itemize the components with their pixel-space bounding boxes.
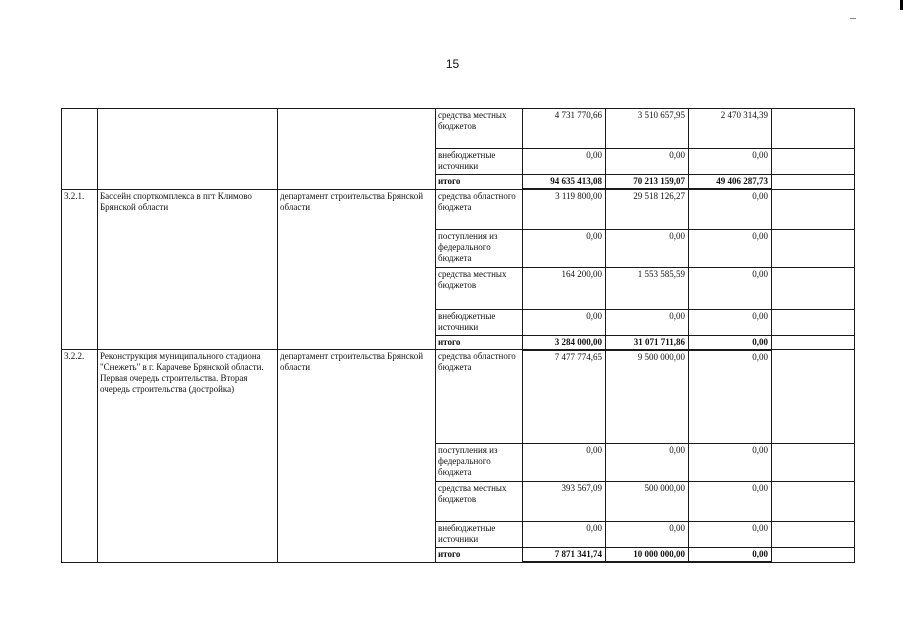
item-code-cell: 3.2.1. — [62, 189, 98, 350]
amount-cell: 0,00 — [689, 229, 772, 267]
amount-cell: 3 119 800,00 — [523, 189, 606, 229]
amount-cell: 29 518 126,27 — [606, 189, 689, 229]
total-amount-cell: 70 213 159,07 — [606, 175, 689, 190]
funding-source-cell: средства местных бюджетов — [436, 109, 523, 149]
empty-cell — [772, 444, 855, 482]
amount-cell: 0,00 — [523, 522, 606, 548]
funding-source-cell: средства областного бюджета — [436, 189, 523, 229]
amount-cell: 9 500 000,00 — [606, 350, 689, 444]
empty-cell — [772, 149, 855, 175]
funding-source-cell: итого — [436, 335, 523, 350]
empty-cell — [772, 548, 855, 563]
funding-source-cell: внебюджетные источники — [436, 309, 523, 335]
amount-cell: 0,00 — [606, 229, 689, 267]
item-code-cell — [62, 109, 98, 190]
amount-cell: 0,00 — [689, 522, 772, 548]
funding-source-cell: средства местных бюджетов — [436, 267, 523, 309]
scan-speck — [850, 18, 856, 19]
amount-cell: 0,00 — [689, 267, 772, 309]
funding-source-cell: итого — [436, 548, 523, 563]
amount-cell: 0,00 — [606, 522, 689, 548]
empty-cell — [772, 267, 855, 309]
empty-cell — [772, 522, 855, 548]
empty-cell — [772, 175, 855, 190]
empty-cell — [772, 482, 855, 522]
item-name-cell: Реконструкция муниципального стадиона "Снежеть" в г. Карачеве Брянской области. Первая очередь строительства. Вторая очередь строительства (достройка) — [98, 350, 278, 563]
table-row — [62, 350, 855, 444]
total-amount-cell: 0,00 — [689, 335, 772, 350]
amount-cell: 0,00 — [523, 229, 606, 267]
amount-cell: 0,00 — [523, 444, 606, 482]
funding-source-cell: поступления из федерального бюджета — [436, 444, 523, 482]
amount-cell: 0,00 — [606, 309, 689, 335]
funding-source-cell: итого — [436, 175, 523, 190]
funding-source-cell: средства областного бюджета — [436, 350, 523, 444]
funding-source-cell: поступления из федерального бюджета — [436, 229, 523, 267]
amount-cell: 0,00 — [606, 149, 689, 175]
item-name-cell — [98, 109, 278, 190]
total-amount-cell: 10 000 000,00 — [606, 548, 689, 563]
empty-cell — [772, 309, 855, 335]
empty-cell — [772, 350, 855, 444]
scan-edge-mark — [900, 0, 903, 10]
amount-cell: 0,00 — [689, 149, 772, 175]
executor-cell: департамент строительства Брянской области — [278, 189, 436, 350]
empty-cell — [772, 189, 855, 229]
total-amount-cell: 0,00 — [689, 548, 772, 563]
empty-cell — [772, 109, 855, 149]
amount-cell: 0,00 — [689, 482, 772, 522]
total-amount-cell: 31 071 711,86 — [606, 335, 689, 350]
total-amount-cell: 49 406 287,73 — [689, 175, 772, 190]
executor-cell: департамент строительства Брянской области — [278, 350, 436, 563]
item-name-cell: Бассейн спорткомплекса в пгт Климово Брянской области — [98, 189, 278, 350]
funding-source-cell: средства местных бюджетов — [436, 482, 523, 522]
amount-cell: 0,00 — [689, 350, 772, 444]
total-amount-cell: 94 635 413,08 — [523, 175, 606, 190]
total-amount-cell: 3 284 000,00 — [523, 335, 606, 350]
amount-cell: 0,00 — [523, 149, 606, 175]
amount-cell: 1 553 585,59 — [606, 267, 689, 309]
amount-cell: 4 731 770,66 — [523, 109, 606, 149]
executor-cell — [278, 109, 436, 190]
amount-cell: 2 470 314,39 — [689, 109, 772, 149]
budget-table — [61, 108, 855, 563]
amount-cell: 3 510 657,95 — [606, 109, 689, 149]
amount-cell: 500 000,00 — [606, 482, 689, 522]
funding-source-cell: внебюджетные источники — [436, 149, 523, 175]
table-row — [62, 109, 855, 149]
amount-cell: 0,00 — [689, 189, 772, 229]
amount-cell: 0,00 — [689, 309, 772, 335]
table-row — [62, 189, 855, 229]
amount-cell: 393 567,09 — [523, 482, 606, 522]
item-code-cell: 3.2.2. — [62, 350, 98, 563]
amount-cell: 7 477 774,65 — [523, 350, 606, 444]
amount-cell: 0,00 — [523, 309, 606, 335]
amount-cell: 164 200,00 — [523, 267, 606, 309]
amount-cell: 0,00 — [689, 444, 772, 482]
funding-source-cell: внебюджетные источники — [436, 522, 523, 548]
amount-cell: 0,00 — [606, 444, 689, 482]
empty-cell — [772, 335, 855, 350]
page-number: 15 — [445, 57, 460, 71]
total-amount-cell: 7 871 341,74 — [523, 548, 606, 563]
empty-cell — [772, 229, 855, 267]
